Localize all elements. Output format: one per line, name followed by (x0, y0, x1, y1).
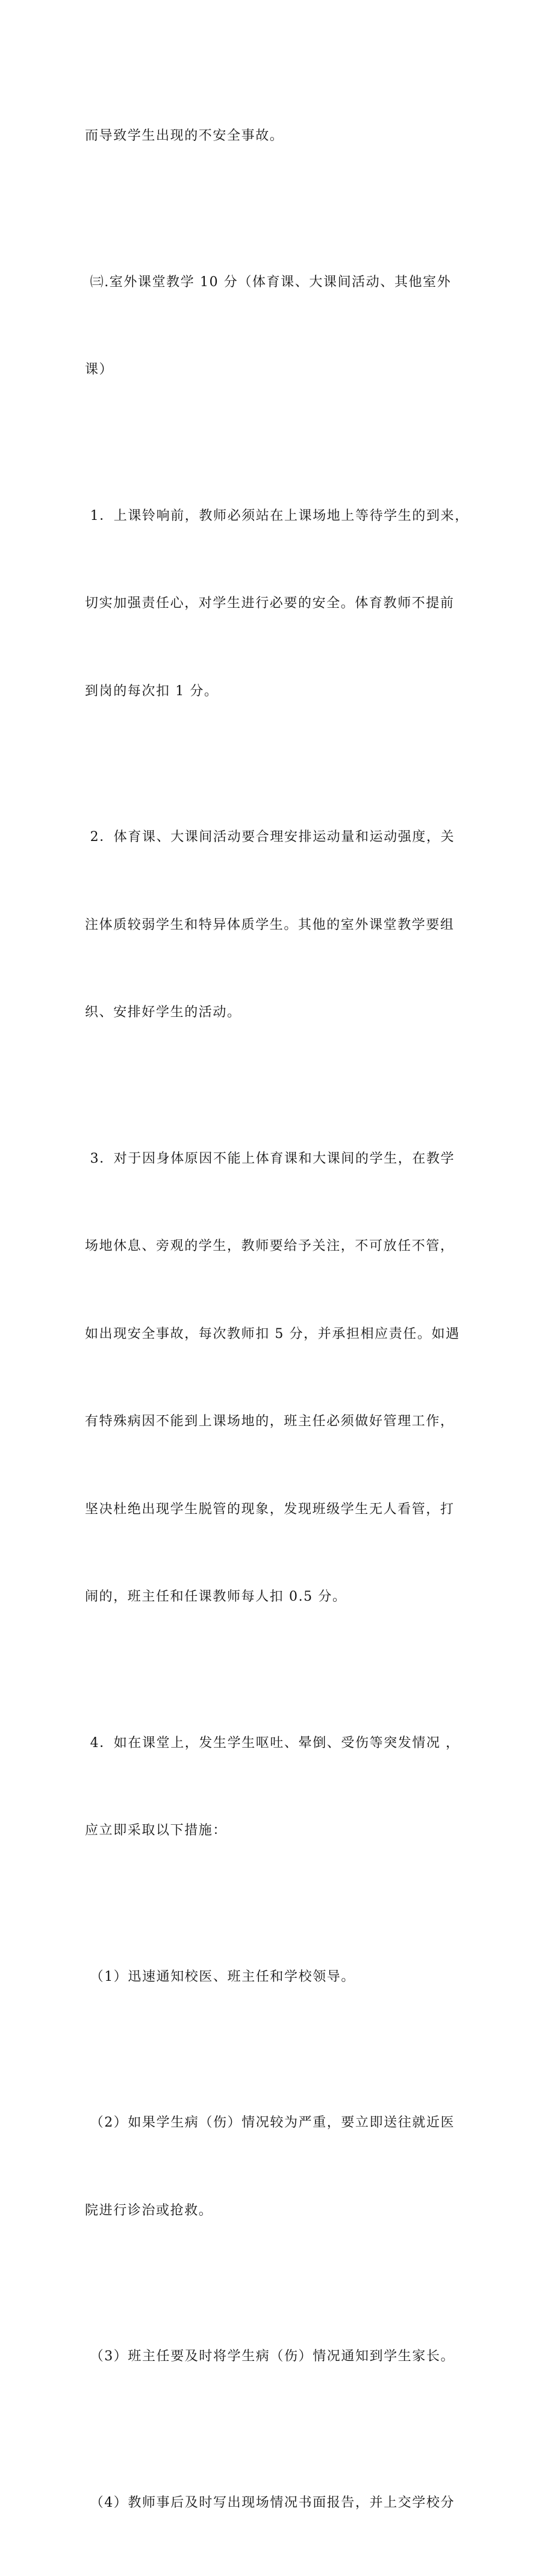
clause-1 (85, 443, 476, 765)
text-line: ㈢.室外课堂教学 10 分（体育课、大课间活动、其他室外 (85, 268, 476, 298)
text-line: 应立即采取以下措施： (85, 1816, 476, 1846)
text-line: 1．上课铃响前，教师必须站在上课场地上等待学生的到来， (85, 502, 476, 531)
clause-2 (85, 764, 476, 1086)
clause-3 (85, 1086, 476, 1671)
text-line: （4）教师事后及时写出现场情况书面报告，并上交学校分 (85, 2489, 476, 2518)
text-line: 场地休息、旁观的学生，教师要给予关注，不可放任不管， (85, 1232, 476, 1261)
measure-2 (85, 2050, 476, 2284)
text-line: 坚决杜绝出现学生脱管的现象，发现班级学生无人看管，打 (85, 1495, 476, 1525)
section-heading-outdoor-teaching (85, 210, 476, 443)
text-line: 4．如在课堂上，发生学生呕吐、晕倒、受伤等突发情况 ， (85, 1729, 476, 1758)
text-line: 院进行诊治或抢救。 (85, 2196, 476, 2226)
text-line: 闹的，班主任和任课教师每人扣 0.5 分。 (85, 1583, 476, 1612)
paragraph-continuation (85, 63, 476, 210)
measure-3 (85, 2284, 476, 2430)
text-line: 3．对于因身体原因不能上体育课和大课间的学生，在教学 (85, 1145, 476, 1174)
text-line: 如出现安全事故，每次教师扣 5 分，并承担相应责任。如遇 (85, 1320, 476, 1349)
clause-4 (85, 1671, 476, 1904)
text-line: （2）如果学生病（伤）情况较为严重，要立即送往就近医 (85, 2109, 476, 2138)
text-line: （3）班主任要及时将学生病（伤）情况通知到学生家长。 (85, 2342, 476, 2372)
text-line: 注体质较弱学生和特异体质学生。其他的室外课堂教学要组 (85, 911, 476, 940)
text-line: 2．体育课、大课间活动要合理安排运动量和运动强度，关 (85, 823, 476, 852)
text-line: （1）迅速通知校医、班主任和学校领导。 (85, 1963, 476, 1992)
document-page (85, 63, 476, 2576)
measure-1 (85, 1904, 476, 2051)
text-line: 切实加强责任心，对学生进行必要的安全。体育教师不提前 (85, 589, 476, 619)
measure-4 (85, 2430, 476, 2576)
text-line: 而导致学生出现的不安全事故。 (85, 122, 476, 151)
text-line: 织、安排好学生的活动。 (85, 998, 476, 1028)
text-line: 有特殊病因不能到上课场地的，班主任必须做好管理工作， (85, 1407, 476, 1437)
text-line: 到岗的每次扣 1 分。 (85, 677, 476, 707)
text-line: 课） (85, 355, 476, 385)
